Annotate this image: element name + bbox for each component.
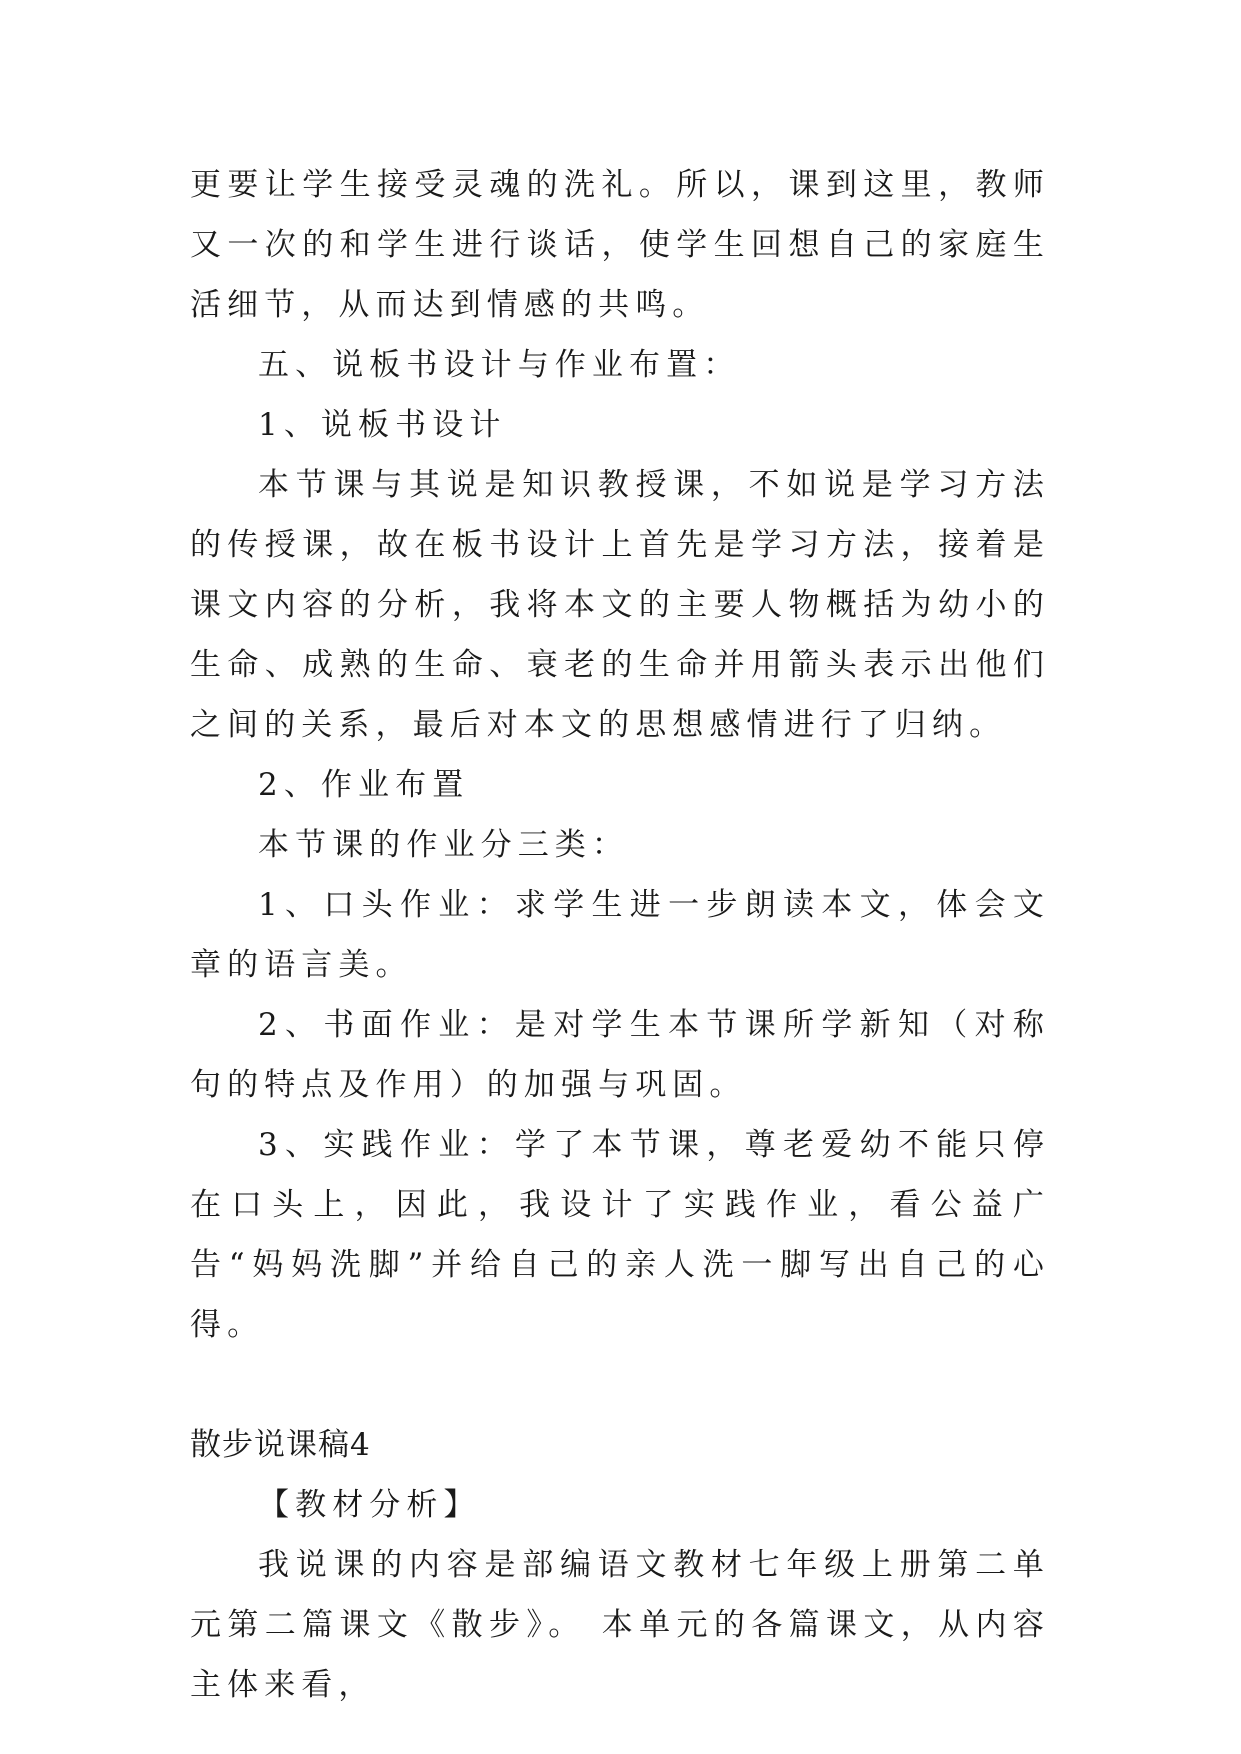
paragraph-subheading-1: 1、说板书设计 [258,407,507,443]
paragraph-textbook-analysis: 我说课的内容是部编语文教材七年级上册第二单元第二篇课文《散步》。 本单元的各篇课文，从内容主体来看， [190,1547,1050,1703]
paragraph-heading-five: 五、说板书设计与作业布置： [258,347,741,383]
paragraph-homework-intro: 本节课的作业分三类： [258,827,629,863]
paragraph-textbook-analysis-heading: 【教材分析】 [258,1487,481,1523]
paragraph-homework-practice: 3、实践作业：学了本节课，尊老爱幼不能只停在口头上，因此，我设计了实践作业，看公益广告“妈妈洗脚”并给自己的亲人洗一脚写出自己的心得。 [190,1127,1050,1343]
section-title: 散步说课稿4 [190,1427,371,1463]
paragraph-subheading-2: 2、作业布置 [258,767,470,803]
paragraph-1: 更要让学生接受灵魂的洗礼。所以，课到这里，教师又一次的和学生进行谈话，使学生回想自己的家庭生活细节，从而达到情感的共鸣。 [190,167,1050,323]
document-page [190,155,1050,1715]
paragraph-homework-oral: 1、口头作业：求学生进一步朗读本文，体会文章的语言美。 [190,887,1050,983]
paragraph-homework-written: 2、书面作业：是对学生本节课所学新知（对称句的特点及作用）的加强与巩固。 [190,1007,1050,1103]
paragraph-board-design: 本节课与其说是知识教授课，不如说是学习方法的传授课，故在板书设计上首先是学习方法，接着是课文内容的分析，我将本文的主要人物概括为幼小的生命、成熟的生命、衰老的生命并用箭头表示出他们之间的关系，最后对本文的思想感情进行了归纳。 [190,467,1050,743]
